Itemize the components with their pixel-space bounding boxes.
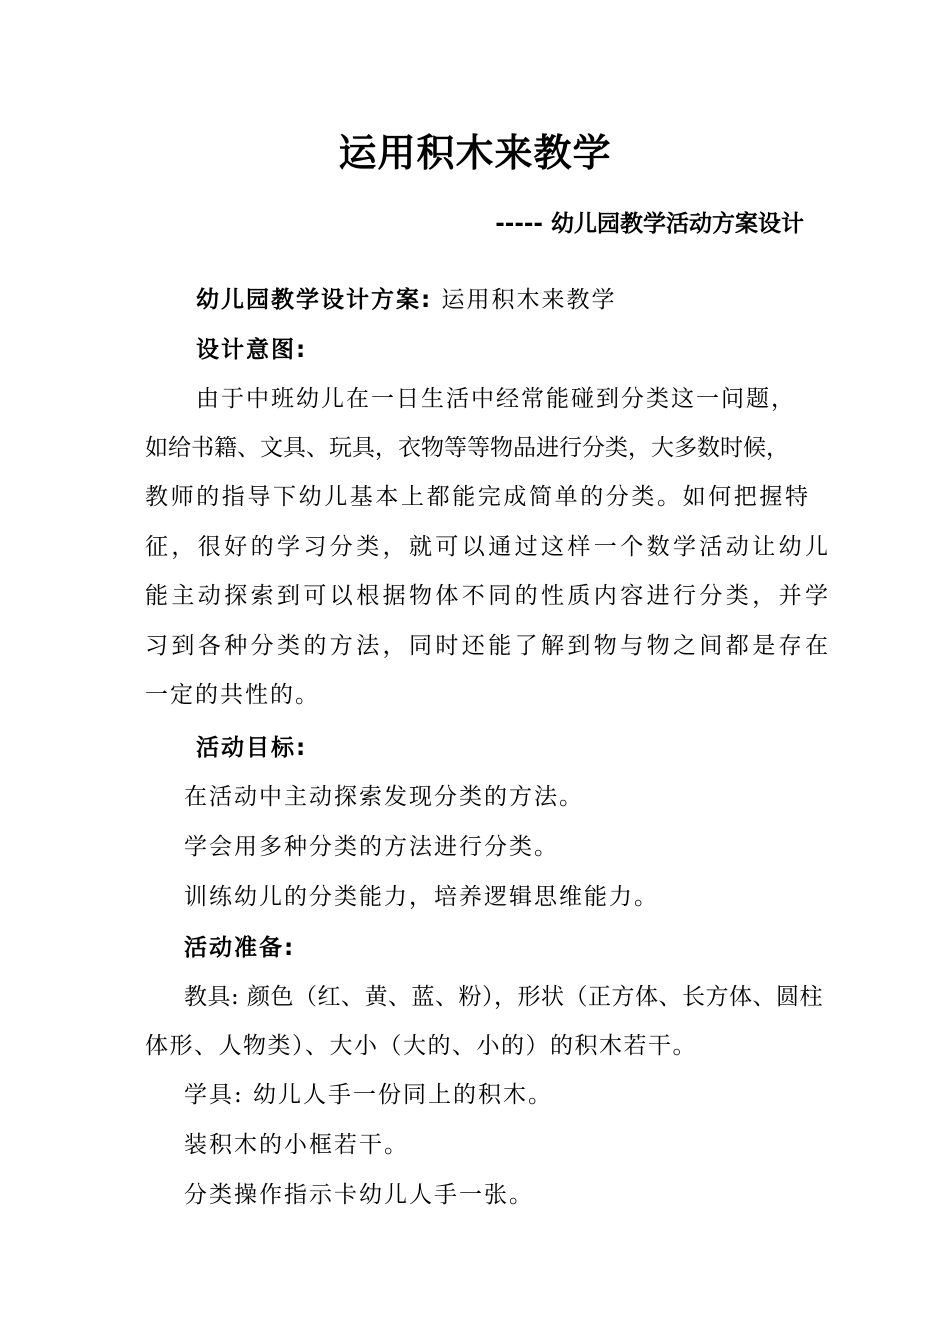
intent-line: 教师的指导下幼儿基本上都能完成简单的分类。如何把握特 xyxy=(145,484,811,510)
prep-item: 分类操作指示卡幼儿人手一张。 xyxy=(184,1182,534,1208)
intent-heading: 设计意图: xyxy=(196,337,308,363)
intent-line: 由于中班幼儿在一日生活中经常能碰到分类这一问题， xyxy=(196,386,796,412)
prep-item: 装积木的小框若干。 xyxy=(184,1132,409,1158)
intent-line: 一定的共性的。 xyxy=(145,682,320,708)
document-subtitle: ----- 幼儿园教学活动方案设计 xyxy=(495,211,804,237)
goals-heading: 活动目标: xyxy=(196,735,308,761)
goal-item: 学会用多种分类的方法进行分类。 xyxy=(184,834,559,860)
goal-item: 在活动中主动探索发现分类的方法。 xyxy=(184,784,584,810)
plan-line xyxy=(196,281,617,314)
intent-line: 能主动探索到可以根据物体不同的性质内容进行分类，并学 xyxy=(145,583,832,609)
prep-teaching-line: 体形、人物类）、大小（大的、小的）的积木若干。 xyxy=(145,1033,697,1059)
plan-label: 幼儿园教学设计方案: xyxy=(196,287,433,313)
prep-teaching-line: 教具: 颜色（红、黄、蓝、粉），形状（正方体、长方体、圆柱 xyxy=(184,984,824,1010)
intent-line: 如给书籍、文具、玩具，衣物等等物品进行分类，大多数时候， xyxy=(145,435,789,461)
prep-item: 学具: 幼儿人手一份同上的积木。 xyxy=(184,1082,554,1108)
prep-heading: 活动准备: xyxy=(184,935,296,961)
goal-item: 训练幼儿的分类能力，培养逻辑思维能力。 xyxy=(184,884,659,910)
intent-line: 征，很好的学习分类，就可以通过这样一个数学活动让幼儿 xyxy=(145,534,832,560)
intent-line: 习到各种分类的方法，同时还能了解到物与物之间都是存在 xyxy=(145,633,832,659)
document-title: 运用积木来教学 xyxy=(338,131,612,175)
plan-value: 运用积木来教学 xyxy=(441,287,617,313)
